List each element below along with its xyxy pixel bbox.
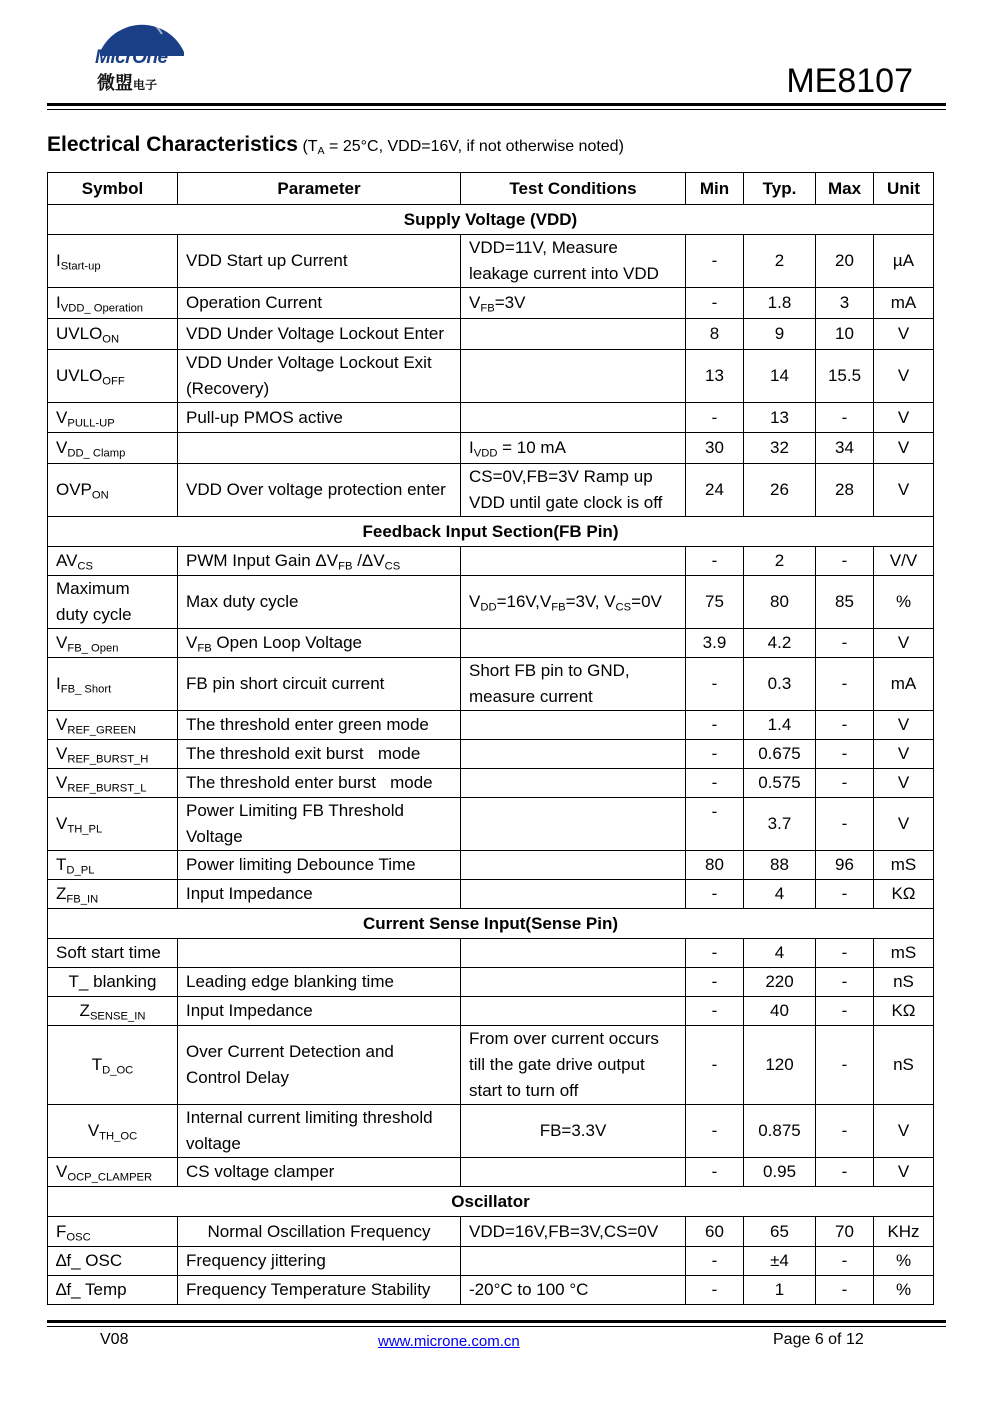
condition-cell [461, 711, 686, 740]
parameter-cell: Internal current limiting threshold voltage [178, 1105, 461, 1158]
symbol-cell: $UVLO_{OFF}$ [48, 350, 178, 403]
min-cell: - [686, 740, 744, 769]
parameter-cell: Pull-up PMOS active [178, 403, 461, 433]
table-row [48, 1247, 934, 1276]
condition-cell: -20°C to 100 °C [461, 1276, 686, 1305]
max-cell: 96 [816, 851, 874, 880]
parameter-cell [178, 939, 461, 968]
typ-cell: 40 [744, 997, 816, 1026]
max-cell: - [816, 880, 874, 909]
symbol-cell: Soft start time [48, 939, 178, 968]
max-cell: - [816, 798, 874, 851]
group-header: Current Sense Input(Sense Pin) [48, 909, 934, 939]
unit-cell: V [874, 1105, 934, 1158]
condition-cell [461, 968, 686, 997]
symbol-cell: Maximum duty cycle [48, 576, 178, 629]
table-row [48, 1217, 934, 1247]
table-row [48, 403, 934, 433]
min-cell: - [686, 235, 744, 288]
table-row [48, 235, 934, 288]
table-row [48, 576, 934, 629]
typ-cell: 0.3 [744, 658, 816, 711]
unit-cell: V [874, 403, 934, 433]
footer-website-link[interactable]: www.microne.com.cn [378, 1333, 520, 1350]
table-row [48, 968, 934, 997]
max-cell: - [816, 629, 874, 658]
symbol-cell: $UVLO_{ON}$ [48, 319, 178, 350]
header-rule [47, 103, 946, 106]
typ-cell: 26 [744, 464, 816, 517]
min-cell: 75 [686, 576, 744, 629]
typ-cell: 32 [744, 433, 816, 464]
unit-cell: % [874, 1247, 934, 1276]
section-title [47, 133, 624, 157]
parameter-cell: Over Current Detection and Control Delay [178, 1026, 461, 1105]
condition-cell: VDD=16V,FB=3V,CS=0V [461, 1217, 686, 1247]
condition-cell [461, 403, 686, 433]
min-cell: - [686, 769, 744, 798]
min-cell: - [686, 939, 744, 968]
typ-cell: 2 [744, 235, 816, 288]
unit-cell: V/V [874, 547, 934, 576]
max-cell: - [816, 1276, 874, 1305]
max-cell: - [816, 547, 874, 576]
typ-cell: 14 [744, 350, 816, 403]
parameter-cell: Normal Oscillation Frequency [178, 1217, 461, 1247]
unit-cell: mS [874, 851, 934, 880]
typ-cell: 4.2 [744, 629, 816, 658]
unit-cell: V [874, 798, 934, 851]
max-cell: 15.5 [816, 350, 874, 403]
max-cell: - [816, 939, 874, 968]
unit-cell: V [874, 433, 934, 464]
table-row [48, 798, 934, 851]
table-row [48, 939, 934, 968]
parameter-cell: The threshold enter burst mode [178, 769, 461, 798]
parameter-cell: $V_{FB}$ Open Loop Voltage [178, 629, 461, 658]
symbol-cell: $AV_{CS}$ [48, 547, 178, 576]
table-row [48, 658, 934, 711]
table-row [48, 769, 934, 798]
condition-cell [461, 547, 686, 576]
typ-cell: 1 [744, 1276, 816, 1305]
table-row [48, 997, 934, 1026]
symbol-cell: $T_{D\_OC}$ [48, 1026, 178, 1105]
max-cell: 70 [816, 1217, 874, 1247]
parameter-cell: Power Limiting FB Threshold Voltage [178, 798, 461, 851]
condition-cell [461, 1247, 686, 1276]
min-cell: - [686, 1026, 744, 1105]
min-cell: 8 [686, 319, 744, 350]
min-cell: - [686, 1276, 744, 1305]
unit-cell: nS [874, 1026, 934, 1105]
unit-cell: V [874, 464, 934, 517]
unit-cell: KΩ [874, 997, 934, 1026]
min-cell: - [686, 658, 744, 711]
group-header: Supply Voltage (VDD) [48, 205, 934, 235]
col-unit: Unit [874, 173, 934, 205]
max-cell: 34 [816, 433, 874, 464]
unit-cell: nS [874, 968, 934, 997]
symbol-cell: $V_{REF\_GREEN}$ [48, 711, 178, 740]
max-cell: - [816, 1105, 874, 1158]
parameter-cell: FB pin short circuit current [178, 658, 461, 711]
condition-cell [461, 880, 686, 909]
typ-cell: 0.875 [744, 1105, 816, 1158]
logo-wordmark: MicrOne [95, 47, 168, 68]
condition-cell [461, 997, 686, 1026]
condition-cell [461, 319, 686, 350]
table-row [48, 350, 934, 403]
max-cell: - [816, 968, 874, 997]
min-cell: - [686, 403, 744, 433]
symbol-cell: $V_{DD\_ Clamp}$ [48, 433, 178, 464]
symbol-cell: $I_{VDD\_ Operation}$ [48, 288, 178, 319]
condition-cell: From over current occurs till the gate drive output start to turn off [461, 1026, 686, 1105]
company-logo [92, 8, 192, 98]
symbol-cell: $V_{REF\_BURST\_H}$ [48, 740, 178, 769]
parameter-cell: VDD Under Voltage Lockout Exit (Recovery) [178, 350, 461, 403]
table-row [48, 319, 934, 350]
condition-cell [461, 629, 686, 658]
symbol-cell: $V_{TH\_OC}$ [48, 1105, 178, 1158]
typ-cell: 0.675 [744, 740, 816, 769]
max-cell: - [816, 1247, 874, 1276]
condition-cell [461, 350, 686, 403]
min-cell: 30 [686, 433, 744, 464]
condition-cell: $V_{FB}=3V$ [461, 288, 686, 319]
col-parameter: Parameter [178, 173, 461, 205]
symbol-cell: ∆f_ Temp [48, 1276, 178, 1305]
footer-version: V08 [100, 1331, 129, 1348]
parameter-cell: Input Impedance [178, 880, 461, 909]
symbol-cell: $V_{REF\_BURST\_L}$ [48, 769, 178, 798]
typ-cell: 13 [744, 403, 816, 433]
max-cell: - [816, 997, 874, 1026]
table-row [48, 1105, 934, 1158]
condition-cell [461, 1158, 686, 1187]
electrical-characteristics-table [47, 172, 934, 1305]
min-cell: - [686, 997, 744, 1026]
min-cell: - [686, 880, 744, 909]
max-cell: - [816, 711, 874, 740]
group-header: Oscillator [48, 1187, 934, 1217]
unit-cell: KHz [874, 1217, 934, 1247]
footer-rule [47, 1320, 946, 1323]
footer-rule-thin [47, 1326, 946, 1327]
parameter-cell: VDD Over voltage protection enter [178, 464, 461, 517]
unit-cell: V [874, 769, 934, 798]
symbol-cell: T_ blanking [48, 968, 178, 997]
symbol-cell: $V_{PULL-UP}$ [48, 403, 178, 433]
unit-cell: V [874, 629, 934, 658]
condition-cell: VDD=11V, Measure leakage current into VDD [461, 235, 686, 288]
parameter-cell: Frequency Temperature Stability [178, 1276, 461, 1305]
col-max: Max [816, 173, 874, 205]
parameter-cell: Operation Current [178, 288, 461, 319]
typ-cell: 4 [744, 880, 816, 909]
table-row [48, 1026, 934, 1105]
max-cell: - [816, 1158, 874, 1187]
max-cell: 10 [816, 319, 874, 350]
min-cell: - [686, 1158, 744, 1187]
symbol-cell: $V_{OCP\_CLAMPER}$ [48, 1158, 178, 1187]
unit-cell: V [874, 1158, 934, 1187]
condition-cell: CS=0V,FB=3V Ramp up VDD until gate clock is off [461, 464, 686, 517]
symbol-cell: $T_{D\_PL}$ [48, 851, 178, 880]
logo-chinese-name: 微盟电子 [97, 73, 158, 93]
unit-cell: % [874, 576, 934, 629]
footer-page-number: Page 6 of 12 [773, 1331, 864, 1348]
max-cell: 3 [816, 288, 874, 319]
table-row [48, 1276, 934, 1305]
typ-cell: 88 [744, 851, 816, 880]
unit-cell: V [874, 711, 934, 740]
table-row [48, 288, 934, 319]
col-test-conditions: Test Conditions [461, 173, 686, 205]
max-cell: 85 [816, 576, 874, 629]
min-cell: - [686, 288, 744, 319]
min-cell: 13 [686, 350, 744, 403]
min-cell: - [686, 798, 744, 851]
parameter-cell: Input Impedance [178, 997, 461, 1026]
table-row [48, 464, 934, 517]
max-cell: - [816, 769, 874, 798]
typ-cell: 0.95 [744, 1158, 816, 1187]
parameter-cell: VDD Under Voltage Lockout Enter [178, 319, 461, 350]
condition-cell: $I_{VDD} = 10$ mA [461, 433, 686, 464]
col-min: Min [686, 173, 744, 205]
symbol-cell: $I_{FB\_ Short}$ [48, 658, 178, 711]
typ-cell: 9 [744, 319, 816, 350]
col-symbol: Symbol [48, 173, 178, 205]
unit-cell: mA [874, 658, 934, 711]
symbol-cell: $V_{FB\_ Open}$ [48, 629, 178, 658]
typ-cell: 220 [744, 968, 816, 997]
unit-cell: KΩ [874, 880, 934, 909]
typ-cell: 1.8 [744, 288, 816, 319]
parameter-cell [178, 433, 461, 464]
part-number: ME8107 [786, 62, 913, 100]
max-cell: - [816, 403, 874, 433]
symbol-cell: $Z_{FB\_IN}$ [48, 880, 178, 909]
typ-cell: 120 [744, 1026, 816, 1105]
symbol-cell: $I_{Start-up}$ [48, 235, 178, 288]
parameter-cell: PWM Input Gain $\Delta V_{FB}$ $/\Delta V_{CS}$ [178, 547, 461, 576]
parameter-cell: Power limiting Debounce Time [178, 851, 461, 880]
condition-cell: $V_{DD}=16V,V_{FB}=3V$, $V_{CS}=0V$ [461, 576, 686, 629]
unit-cell: V [874, 740, 934, 769]
condition-cell [461, 851, 686, 880]
table-row [48, 433, 934, 464]
min-cell: - [686, 547, 744, 576]
group-header: Feedback Input Section(FB Pin) [48, 517, 934, 547]
parameter-cell: VDD Start up Current [178, 235, 461, 288]
parameter-cell: Frequency jittering [178, 1247, 461, 1276]
table-row [48, 1158, 934, 1187]
max-cell: 28 [816, 464, 874, 517]
section-heading: Electrical Characteristics [47, 133, 298, 156]
typ-cell: 4 [744, 939, 816, 968]
max-cell: 20 [816, 235, 874, 288]
typ-cell: 3.7 [744, 798, 816, 851]
symbol-cell: ∆f_ OSC [48, 1247, 178, 1276]
min-cell: - [686, 1247, 744, 1276]
typ-cell: 1.4 [744, 711, 816, 740]
min-cell: - [686, 1105, 744, 1158]
min-cell: 80 [686, 851, 744, 880]
condition-cell: Short FB pin to GND, measure current [461, 658, 686, 711]
header-rule-thin [47, 109, 946, 110]
typ-cell: 80 [744, 576, 816, 629]
parameter-cell: Max duty cycle [178, 576, 461, 629]
typ-cell: 0.575 [744, 769, 816, 798]
min-cell: - [686, 711, 744, 740]
condition-cell: FB=3.3V [461, 1105, 686, 1158]
parameter-cell: CS voltage clamper [178, 1158, 461, 1187]
table-row [48, 629, 934, 658]
symbol-cell: $V_{TH\_PL}$ [48, 798, 178, 851]
min-cell: - [686, 968, 744, 997]
unit-cell: % [874, 1276, 934, 1305]
col-typ: Typ. [744, 173, 816, 205]
unit-cell: mS [874, 939, 934, 968]
symbol-cell: $Z_{SENSE\_IN}$ [48, 997, 178, 1026]
table-row [48, 880, 934, 909]
condition-cell [461, 740, 686, 769]
min-cell: 24 [686, 464, 744, 517]
table-row [48, 740, 934, 769]
section-conditions: ($T_A = 25^\circ C$, VDD=16V, if not otherwise noted) [302, 138, 624, 158]
table-row [48, 851, 934, 880]
typ-cell: ±4 [744, 1247, 816, 1276]
typ-cell: 2 [744, 547, 816, 576]
max-cell: - [816, 740, 874, 769]
condition-cell [461, 769, 686, 798]
parameter-cell: The threshold enter green mode [178, 711, 461, 740]
symbol-cell: $F_{OSC}$ [48, 1217, 178, 1247]
symbol-cell: $OVP_{ON}$ [48, 464, 178, 517]
min-cell: 60 [686, 1217, 744, 1247]
unit-cell: mA [874, 288, 934, 319]
unit-cell: V [874, 350, 934, 403]
parameter-cell: The threshold exit burst mode [178, 740, 461, 769]
condition-cell [461, 939, 686, 968]
typ-cell: 65 [744, 1217, 816, 1247]
max-cell: - [816, 1026, 874, 1105]
parameter-cell: Leading edge blanking time [178, 968, 461, 997]
condition-cell [461, 798, 686, 851]
table-row [48, 711, 934, 740]
max-cell: - [816, 658, 874, 711]
table-row [48, 547, 934, 576]
unit-cell: µA [874, 235, 934, 288]
min-cell: 3.9 [686, 629, 744, 658]
table-header-row [48, 173, 934, 205]
unit-cell: V [874, 319, 934, 350]
